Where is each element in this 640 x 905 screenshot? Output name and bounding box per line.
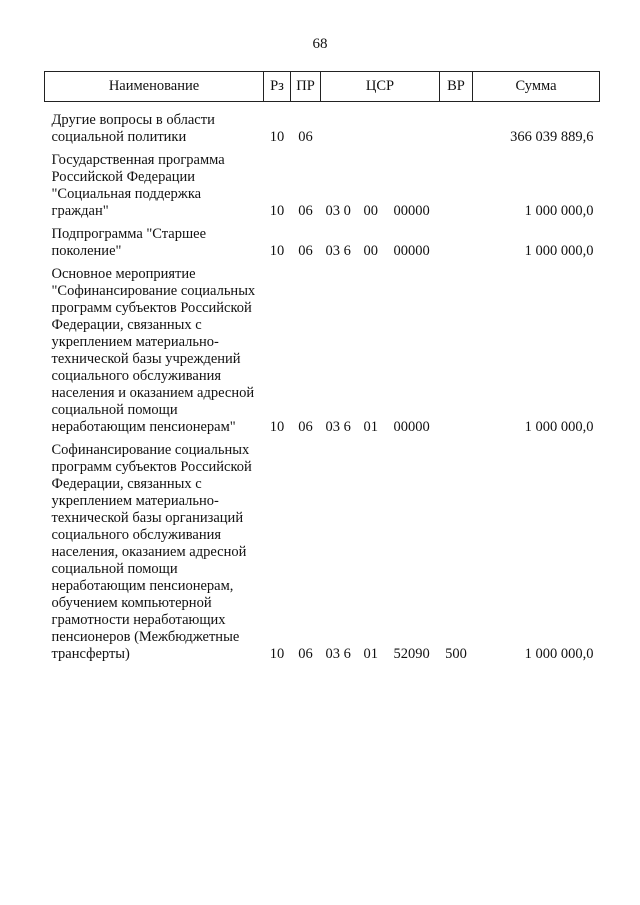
row-sum: 1 000 000,0	[524, 203, 594, 219]
row-csr	[321, 226, 440, 266]
row-name: Основное мероприятие "Софинансирование социальных программ субъектов Российской Федерации, связанных с укреплением материально-технической базы учреждений социального обслуживания населения и оказанием адресной социальной помощи неработающим пенсионерам"	[51, 266, 256, 435]
csr-program: 03 0	[325, 203, 351, 219]
budget-table	[44, 71, 600, 669]
header-name: Наименование	[45, 72, 264, 102]
row-csr	[321, 152, 440, 226]
csr-program: 03 6	[325, 419, 351, 435]
row-rz: 10	[269, 419, 285, 435]
row-pr: 06	[298, 203, 313, 219]
row-rz: 10	[269, 646, 285, 662]
header-rz: Рз	[264, 72, 291, 102]
header-pr: ПР	[291, 72, 321, 102]
row-pr: 06	[298, 243, 313, 259]
row-rz: 10	[269, 129, 285, 145]
csr-event: 00	[363, 203, 378, 219]
row-vr	[440, 152, 473, 226]
row-name: Другие вопросы в области социальной политики	[51, 112, 215, 145]
row-name: Государственная программа Российской Федерации "Социальная поддержка граждан"	[51, 152, 225, 219]
header-sum: Сумма	[473, 72, 600, 102]
row-vr	[440, 226, 473, 266]
page-number: 68	[312, 36, 328, 52]
row-sum: 1 000 000,0	[524, 419, 594, 435]
header-csr: ЦСР	[321, 72, 440, 102]
row-vr: 500	[445, 646, 467, 662]
table-row	[45, 102, 600, 153]
row-csr	[321, 266, 440, 442]
row-sum: 1 000 000,0	[524, 646, 594, 662]
table-header-row	[45, 72, 600, 102]
row-name: Подпрограмма "Старшее поколение"	[51, 226, 207, 259]
row-rz: 10	[269, 203, 285, 219]
row-rz: 10	[269, 243, 285, 259]
csr-direction: 52090	[393, 646, 430, 662]
table-row	[45, 266, 600, 442]
csr-direction: 00000	[393, 203, 430, 219]
row-pr: 06	[298, 646, 313, 662]
table-row	[45, 226, 600, 266]
row-vr	[440, 266, 473, 442]
csr-program: 03 6	[325, 646, 351, 662]
csr-event: 00	[363, 243, 378, 259]
row-sum: 366 039 889,6	[510, 129, 594, 145]
row-sum: 1 000 000,0	[524, 243, 594, 259]
row-vr	[440, 102, 473, 153]
row-pr: 06	[298, 129, 313, 145]
header-vr: ВР	[440, 72, 473, 102]
row-csr	[321, 442, 440, 669]
csr-event: 01	[363, 419, 378, 435]
csr-event: 01	[363, 646, 378, 662]
csr-direction: 00000	[393, 243, 430, 259]
table-row	[45, 442, 600, 669]
csr-direction: 00000	[393, 419, 430, 435]
row-name: Софинансирование социальных программ субъектов Российской Федерации, связанных с укреплением материально-технической базы организаций социального обслуживания населения, оказанием адресной социальной помощи неработающим пенсионерам, обучением компьютерной грамотности неработающих пенсионеров (Межбюджетные трансферты)	[51, 442, 252, 662]
table-row	[45, 152, 600, 226]
row-pr: 06	[298, 419, 313, 435]
csr-program: 03 6	[325, 243, 351, 259]
row-csr	[321, 102, 440, 153]
